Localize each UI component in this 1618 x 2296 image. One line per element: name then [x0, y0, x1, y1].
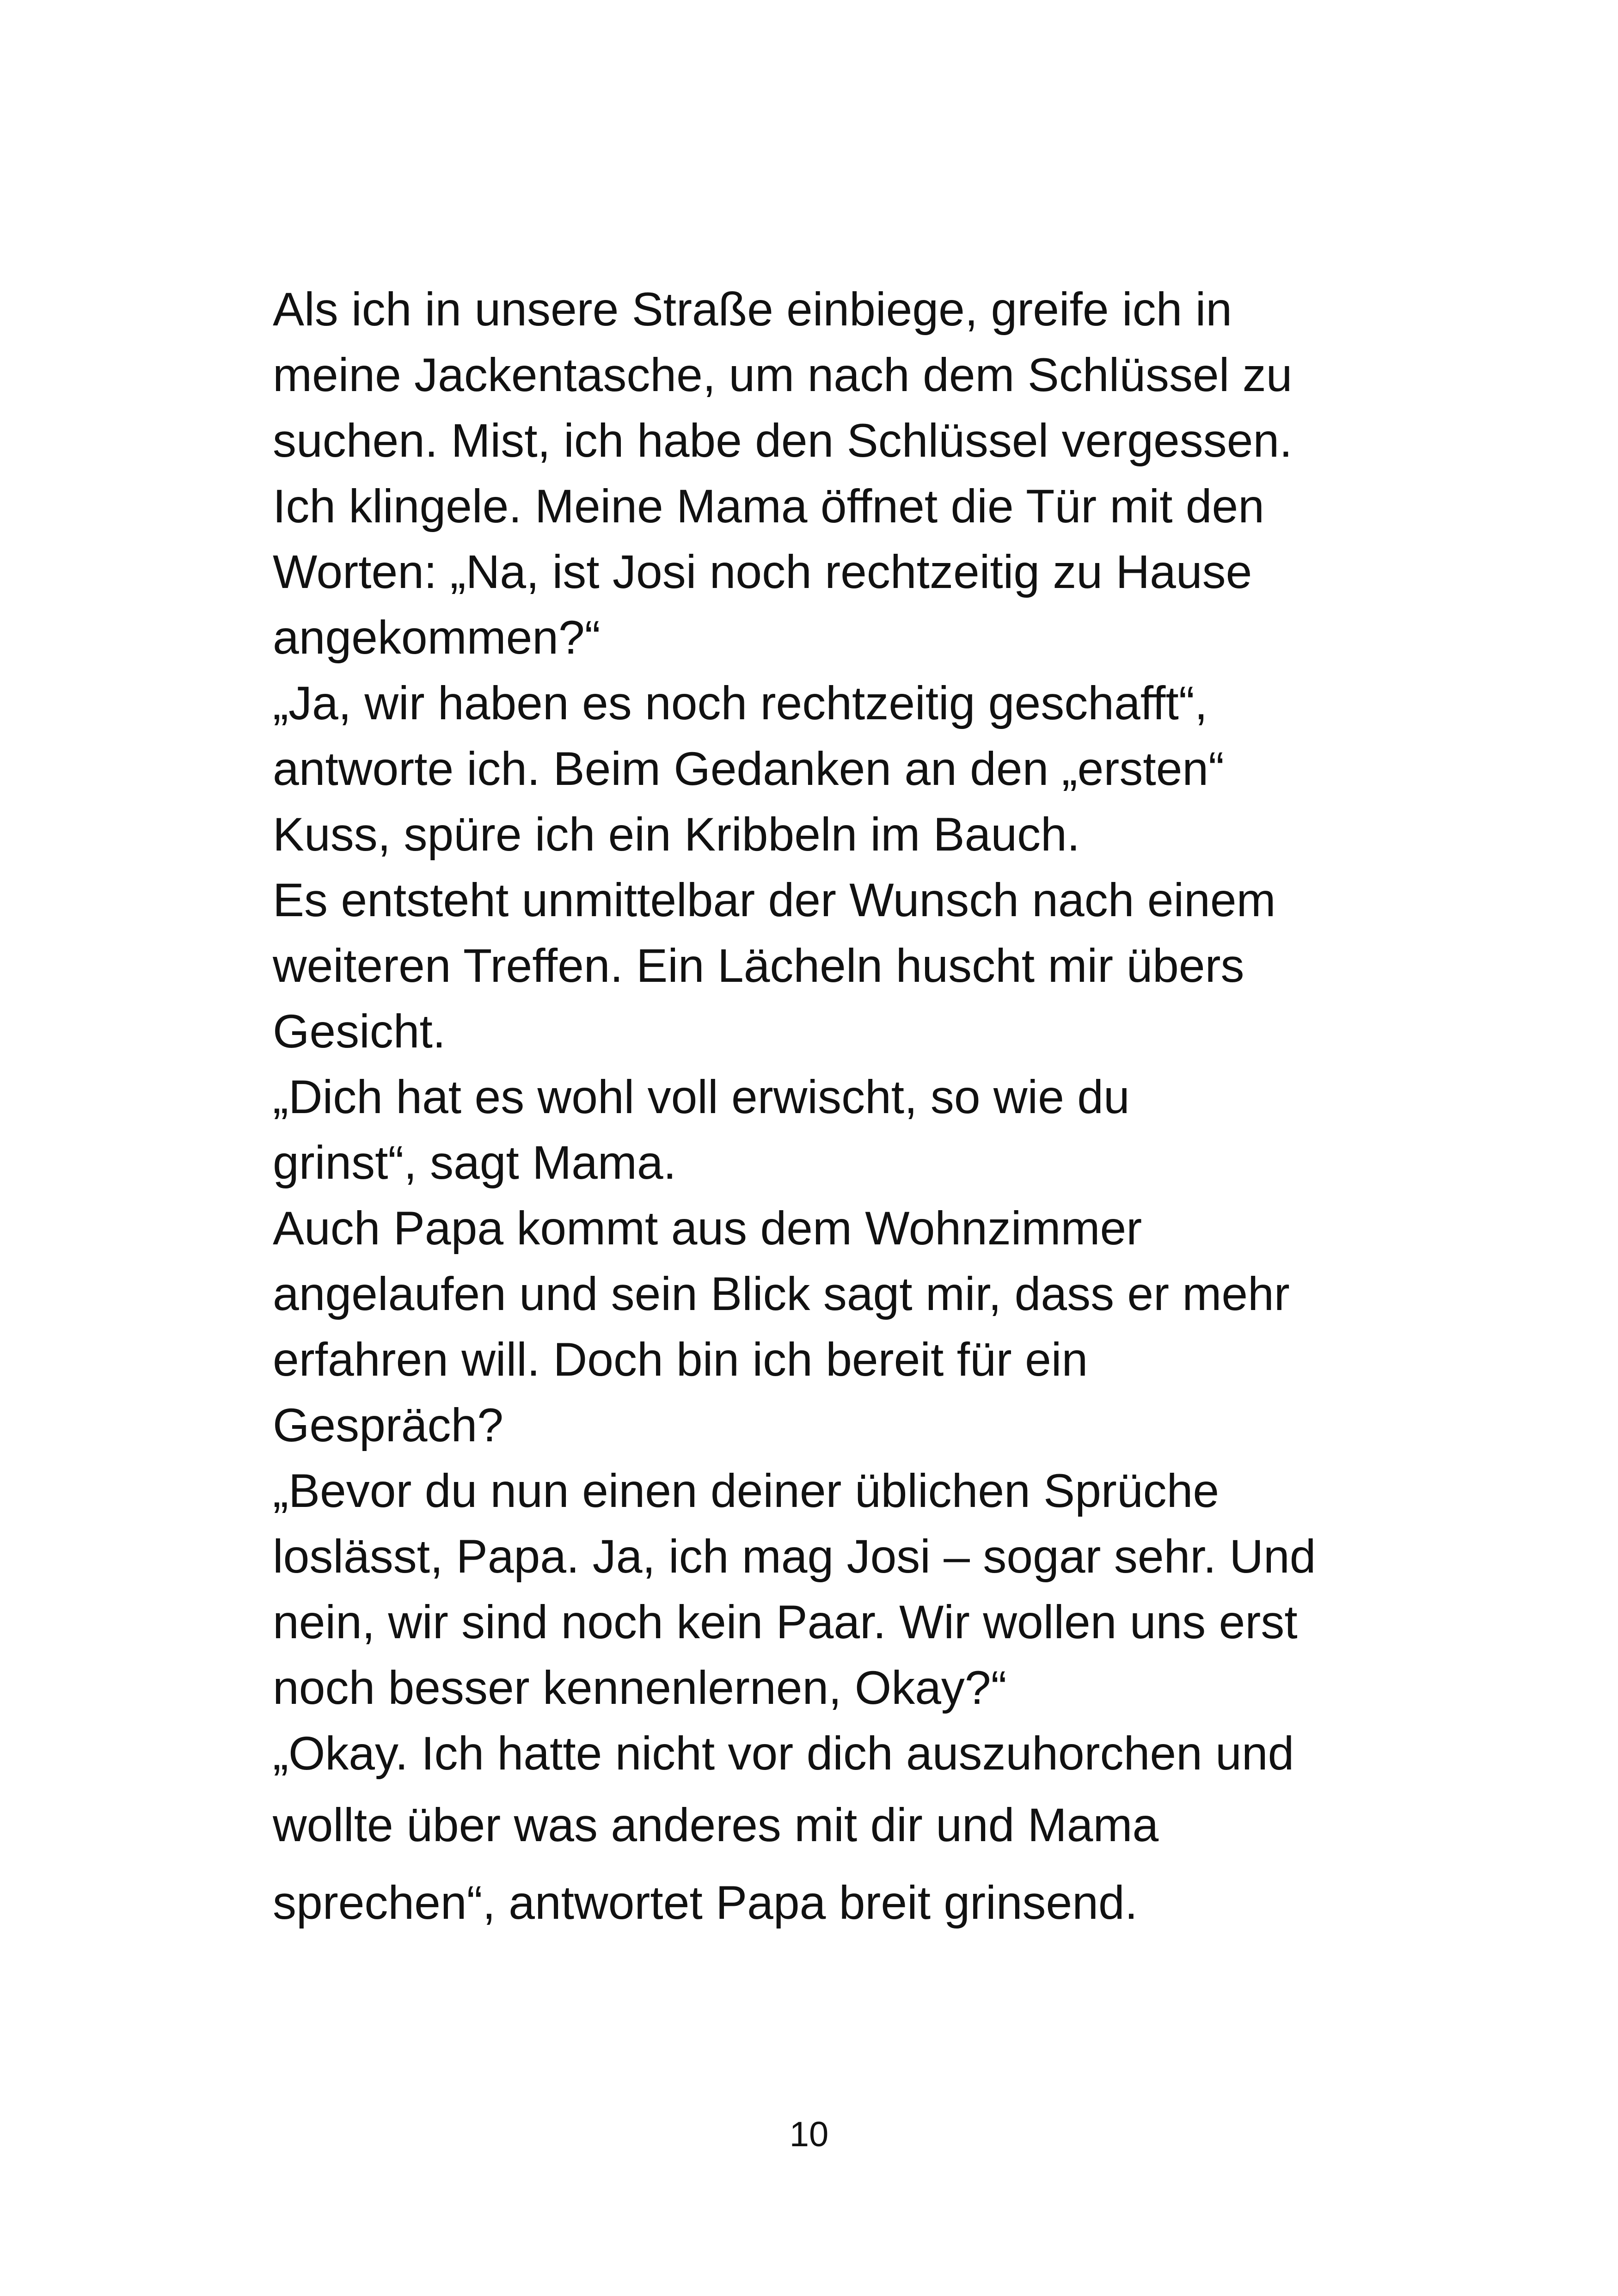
- text-line: antworte ich. Beim Gedanken an den „ersten“: [273, 742, 1225, 795]
- text-line: Ich klingele. Meine Mama öffnet die Tür mit den: [273, 480, 1264, 533]
- text-line: wollte über was anderes mit dir und Mama: [273, 1799, 1159, 1851]
- text-line: „Bevor du nun einen deiner üblichen Sprüche: [273, 1464, 1220, 1517]
- text-line: erfahren will. Doch bin ich bereit für ein: [273, 1333, 1088, 1386]
- text-line: Kuss, spüre ich ein Kribbeln im Bauch.: [273, 808, 1080, 861]
- text-line: Auch Papa kommt aus dem Wohnzimmer: [273, 1202, 1142, 1255]
- text-line: angelaufen und sein Blick sagt mir, dass er mehr: [273, 1267, 1290, 1320]
- text-line: noch besser kennenlernen, Okay?“: [273, 1661, 1007, 1714]
- text-line: Gespräch?: [273, 1399, 503, 1451]
- text-line: grinst“, sagt Mama.: [273, 1136, 676, 1189]
- text-line: Als ich in unsere Straße einbiege, greife ich in: [273, 283, 1232, 336]
- text-line: „Okay. Ich hatte nicht vor dich auszuhorchen und: [273, 1727, 1294, 1780]
- text-line: „Dich hat es wohl voll erwischt, so wie du: [273, 1071, 1130, 1123]
- text-line: suchen. Mist, ich habe den Schlüssel vergessen.: [273, 414, 1293, 467]
- text-line: Worten: „Na, ist Josi noch rechtzeitig zu Hause: [273, 545, 1252, 598]
- text-line: „Ja, wir haben es noch rechtzeitig geschafft“,: [273, 677, 1208, 729]
- text-line: nein, wir sind noch kein Paar. Wir wollen uns erst: [273, 1596, 1298, 1648]
- text-line: angekommen?“: [273, 611, 601, 664]
- text-line: meine Jackentasche, um nach dem Schlüssel zu: [273, 349, 1293, 401]
- text-line: sprechen“, antwortet Papa breit grinsend.: [273, 1876, 1138, 1929]
- text-line: loslässt, Papa. Ja, ich mag Josi – sogar sehr. Und: [273, 1530, 1316, 1583]
- page-number: 10: [789, 2115, 829, 2154]
- text-line: Gesicht.: [273, 1005, 446, 1058]
- body-text: [273, 276, 1391, 1941]
- text-line: weiteren Treffen. Ein Lächeln huscht mir übers: [273, 939, 1244, 992]
- text-line: Es entsteht unmittelbar der Wunsch nach einem: [273, 874, 1276, 926]
